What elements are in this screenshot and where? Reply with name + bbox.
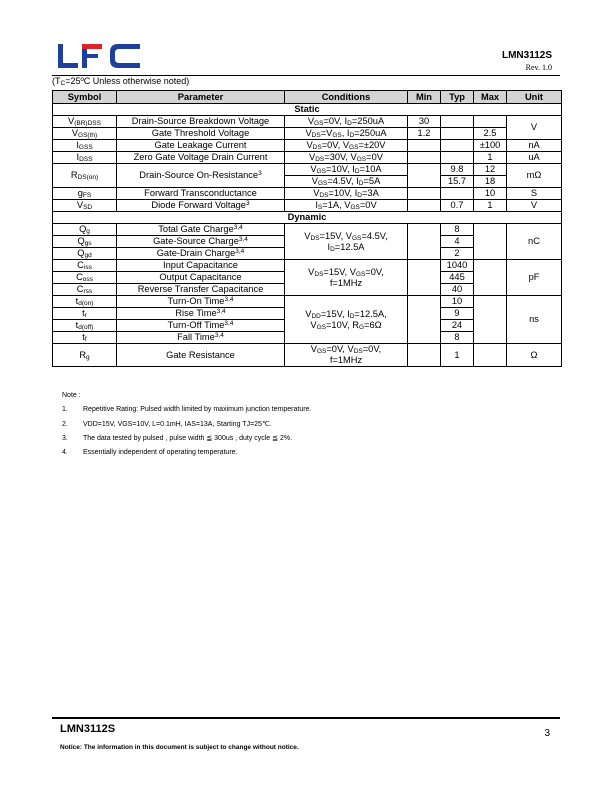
symbol-cell: $t_r$ [53, 308, 117, 320]
notes-title: Note : [62, 392, 81, 399]
typ-cell: 24 [441, 320, 474, 332]
symbol-cell: $C_{oss}$ [53, 272, 117, 284]
max-cell [474, 296, 507, 344]
footer-part-number: LMN3112S [60, 723, 116, 735]
unit-cell: Ω [507, 344, 562, 367]
col-max: Max [474, 91, 507, 104]
table-row [53, 164, 562, 176]
typ-cell [441, 188, 474, 200]
typ-cell: 8 [441, 332, 474, 344]
parameter-cell: Turn-On Time$^{3,4}$ [117, 296, 285, 308]
table-row [53, 224, 562, 236]
col-conditions: Conditions [285, 91, 408, 104]
parameter-cell: Input Capacitance [117, 260, 285, 272]
notes-section [62, 389, 311, 460]
max-cell [474, 116, 507, 128]
symbol-cell: $I_{GSS}$ [53, 140, 117, 152]
parameter-cell: Drain-Source On-Resistance$^3$ [117, 164, 285, 188]
section-dynamic: Dynamic [53, 212, 562, 224]
conditions-cell: $V_{DS}=30V$, $V_{GS}=0V$ [285, 152, 408, 164]
parameter-cell: Fall Time$^{3,4}$ [117, 332, 285, 344]
symbol-cell: $R_{DS(on)}$ [53, 164, 117, 188]
col-parameter: Parameter [117, 91, 285, 104]
note-item: 2. VDD=15V, VGS=10V, L=0.1mH, IAS=13A, Starting TJ=25℃. [62, 420, 272, 428]
typ-cell: 4 [441, 236, 474, 248]
parameter-cell: Drain-Source Breakdown Voltage [117, 116, 285, 128]
max-cell: 10 [474, 188, 507, 200]
symbol-cell: $C_{rss}$ [53, 284, 117, 296]
typ-cell: 15.7 [441, 176, 474, 188]
typ-cell [441, 128, 474, 140]
parameter-cell: Turn-Off Time$^{3,4}$ [117, 320, 285, 332]
symbol-cell: $R_g$ [53, 344, 117, 367]
symbol-cell: $V_{SD}$ [53, 200, 117, 212]
conditions-cell: $V_{DS}=15V$, $V_{GS}=4.5V$, $I_D=12.5A$ [285, 224, 408, 260]
parameter-cell: Total Gate Charge$^{3,4}$ [117, 224, 285, 236]
min-cell [408, 164, 441, 188]
unit-cell: mΩ [507, 164, 562, 188]
unit-cell: V [507, 116, 562, 140]
symbol-cell: $t_{d(on)}$ [53, 296, 117, 308]
max-cell: 2.5 [474, 128, 507, 140]
conditions-cell: $V_{GS}=4.5V$, $I_D=5A$ [285, 176, 408, 188]
symbol-cell: $t_f$ [53, 332, 117, 344]
table-row [53, 344, 562, 367]
max-cell: 18 [474, 176, 507, 188]
symbol-cell: $g_{FS}$ [53, 188, 117, 200]
page-number: 3 [544, 728, 550, 739]
symbol-cell: $C_{iss}$ [53, 260, 117, 272]
parameter-cell: Diode Forward Voltage$^3$ [117, 200, 285, 212]
min-cell [408, 296, 441, 344]
col-min: Min [408, 91, 441, 104]
typ-cell [441, 140, 474, 152]
conditions-cell: $V_{DS}=0V$, $V_{GS}=\pm 20V$ [285, 140, 408, 152]
footer-notice: Notice: The information in this document is subject to change without notice. [60, 744, 299, 751]
table-row [53, 152, 562, 164]
typ-cell [441, 152, 474, 164]
parameter-cell: Gate-Source Charge$^{3,4}$ [117, 236, 285, 248]
parameter-cell: Output Capacitance [117, 272, 285, 284]
min-cell [408, 260, 441, 296]
max-cell [474, 344, 507, 367]
conditions-cell: $V_{GS}=10V$, $I_D=10A$ [285, 164, 408, 176]
symbol-cell: $V_{GS(th)}$ [53, 128, 117, 140]
parameter-cell: Zero Gate Voltage Drain Current [117, 152, 285, 164]
conditions-cell: $V_{GS}=0V$, $I_D=250uA$ [285, 116, 408, 128]
symbol-cell: $t_{d(off)}$ [53, 320, 117, 332]
typ-cell [441, 116, 474, 128]
max-cell [474, 260, 507, 296]
header-part-number: LMN3112S [501, 50, 552, 61]
unit-cell: uA [507, 152, 562, 164]
typ-cell: 1040 [441, 260, 474, 272]
max-cell: 12 [474, 164, 507, 176]
parameter-cell: Gate-Drain Charge$^{3,4}$ [117, 248, 285, 260]
conditions-cell: $I_S=1A$, $V_{GS}=0V$ [285, 200, 408, 212]
footer-rule [52, 717, 560, 719]
table-header-row [53, 91, 562, 104]
typ-cell: 1 [441, 344, 474, 367]
symbol-cell: $Q_g$ [53, 224, 117, 236]
typ-cell: 10 [441, 296, 474, 308]
parameter-cell: Forward Transconductance [117, 188, 285, 200]
min-cell [408, 200, 441, 212]
typ-cell: 2 [441, 248, 474, 260]
parameter-cell: Reverse Transfer Capacitance [117, 284, 285, 296]
unit-cell: nA [507, 140, 562, 152]
note-item: 1. Repetitive Rating: Pulsed width limited by maximum junction temperature. [62, 406, 312, 414]
conditions-cell: $V_{GS}=0V$, $V_{DS}=0V$, f=1MHz [285, 344, 408, 367]
min-cell: 1.2 [408, 128, 441, 140]
typ-cell: 0.7 [441, 200, 474, 212]
table-row [53, 188, 562, 200]
conditions-cell: $V_{DD}=15V$, $I_D=12.5A$, $V_{GS}=10V$, $R_G=6\Omega$ [285, 296, 408, 344]
note-item: 3. The data tested by pulsed , pulse width ≦ 300us , duty cycle ≦ 2%. [62, 434, 293, 442]
revision-label: Rev. 1.0 [525, 63, 552, 72]
parameter-cell: Gate Leakage Current [117, 140, 285, 152]
max-cell [474, 224, 507, 260]
col-symbol: Symbol [53, 91, 117, 104]
parameter-cell: Gate Threshold Voltage [117, 128, 285, 140]
parameter-cell: Rise Time$^{3,4}$ [117, 308, 285, 320]
symbol-cell: $I_{DSS}$ [53, 152, 117, 164]
max-cell: 1 [474, 200, 507, 212]
unit-cell: S [507, 188, 562, 200]
typ-cell: 445 [441, 272, 474, 284]
min-cell [408, 140, 441, 152]
lfc-logo [58, 42, 142, 70]
unit-cell: ns [507, 296, 562, 344]
typ-cell: 9.8 [441, 164, 474, 176]
typ-cell: 8 [441, 224, 474, 236]
max-cell: ±100 [474, 140, 507, 152]
typ-cell: 9 [441, 308, 474, 320]
col-unit: Unit [507, 91, 562, 104]
unit-cell: V [507, 200, 562, 212]
table-row [53, 260, 562, 272]
unit-cell: nC [507, 224, 562, 260]
section-static: Static [53, 104, 562, 116]
typ-cell: 40 [441, 284, 474, 296]
col-typ: Typ [441, 91, 474, 104]
min-cell [408, 344, 441, 367]
table-row [53, 128, 562, 140]
min-cell: 30 [408, 116, 441, 128]
max-cell: 1 [474, 152, 507, 164]
min-cell [408, 188, 441, 200]
test-condition-note: ($T_C=25ºC$ Unless otherwise noted) [52, 76, 190, 87]
conditions-cell: $V_{DS}=10V$, $I_D=3A$ [285, 188, 408, 200]
symbol-cell: $V_{(BR)DSS}$ [53, 116, 117, 128]
table-row [53, 200, 562, 212]
electrical-characteristics-table [52, 90, 562, 367]
table-row [53, 116, 562, 128]
symbol-cell: $Q_{gs}$ [53, 236, 117, 248]
unit-cell: pF [507, 260, 562, 296]
parameter-cell: Gate Resistance [117, 344, 285, 367]
min-cell [408, 224, 441, 260]
table-row [53, 140, 562, 152]
min-cell [408, 152, 441, 164]
symbol-cell: $Q_{gd}$ [53, 248, 117, 260]
note-item: 4. Essentially independent of operating temperature. [62, 449, 238, 457]
conditions-cell: $V_{DS}=15V$, $V_{GS}=0V$, f=1MHz [285, 260, 408, 296]
table-row [53, 296, 562, 308]
conditions-cell: $V_{DS}=V_{GS}$, $I_D=250uA$ [285, 128, 408, 140]
